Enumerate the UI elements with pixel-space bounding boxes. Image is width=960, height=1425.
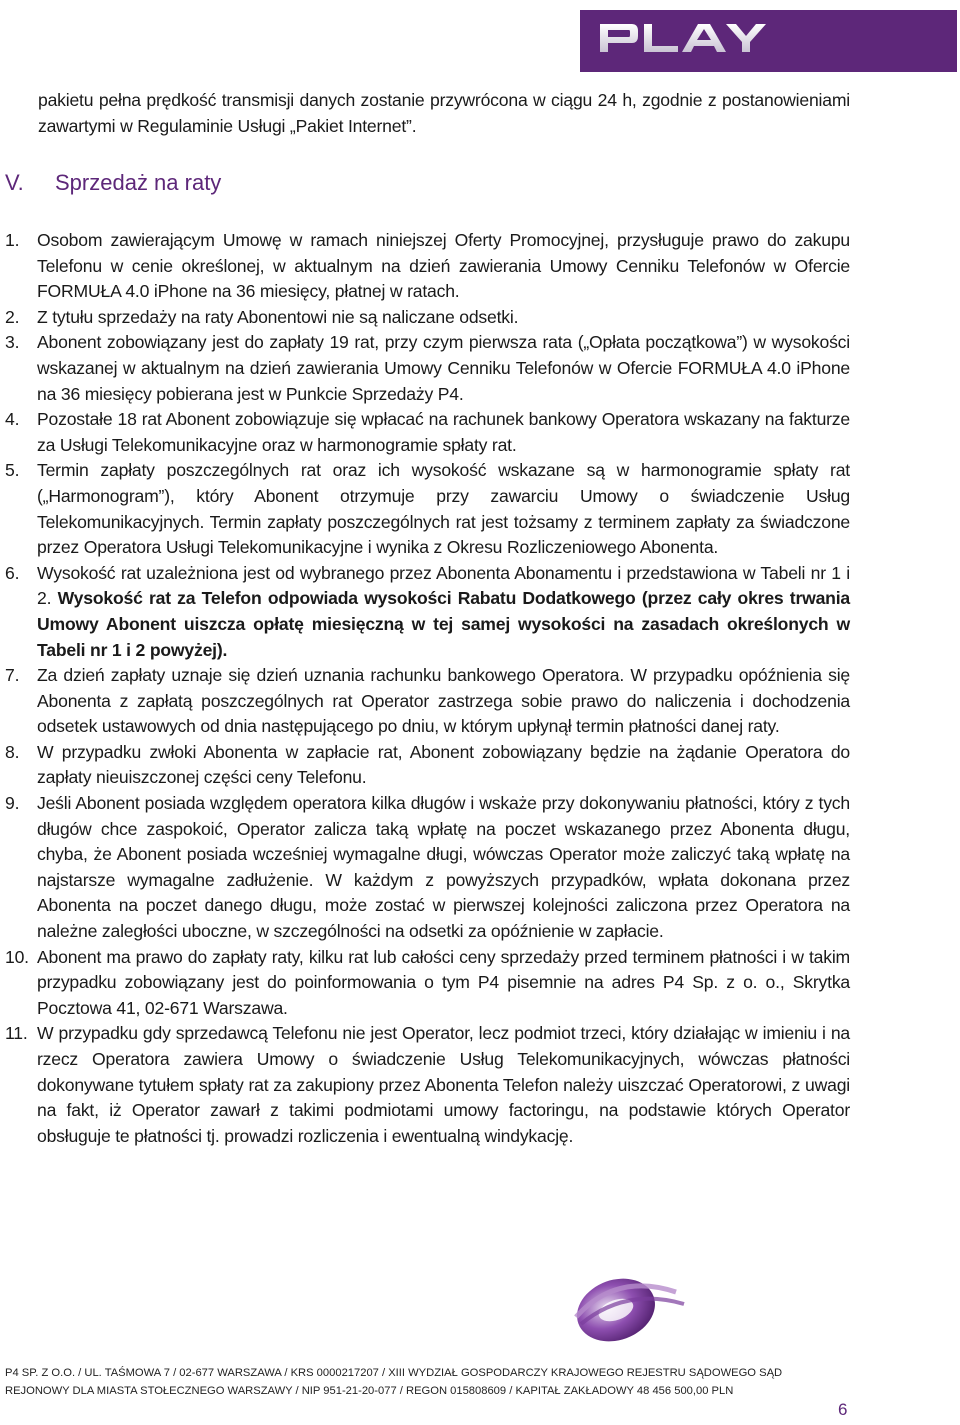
item-number: 6.: [5, 562, 20, 583]
lead-text: pakietu pełna prędkość transmisji danych zostanie przywrócona w ciągu 24 h, zgodnie z postanowieniami zawartymi w Regulaminie Usługi „Pakiet Internet”.: [38, 90, 850, 136]
item-number: 4.: [5, 409, 20, 430]
item-text: Z tytułu sprzedaży na raty Abonentowi nie są naliczane odsetki.: [37, 306, 519, 327]
lead-paragraph: [0, 88, 850, 139]
item-text: W przypadku gdy sprzedawcą Telefonu nie jest Operator, lecz podmiot trzeci, który działając w imieniu i na rzecz Operatora zawiera Umowy o świadczenie Usług Telekomunikacyjnych, wówczas płatności dokonywane tytułem spłaty rat za zakupiony przez Abonenta Telefon należy uiszczać Operatorowi, z uwagi na fakt, iż Operator zawarł z takimi podmiotami umowy factoringu, na podstawie których Operator obsługuje te płatności tj. prowadzi rozliczenia i ewentualną windykację.: [37, 1023, 850, 1146]
play-orb-icon: [556, 1262, 696, 1352]
list-item: [0, 791, 850, 945]
item-text: Pozostałe 18 rat Abonent zobowiązuje się wpłacać na rachunek bankowy Operatora wskazany na fakturze za Usługi Telekomunikacyjne oraz w harmonogramie spłaty rat.: [37, 409, 850, 455]
section-number: V.: [5, 170, 24, 195]
footer: [5, 1364, 955, 1400]
list-item: [0, 740, 850, 791]
footer-line-1: P4 SP. Z O.O. / UL. TAŚMOWA 7 / 02-677 WARSZAWA / KRS 0000217207 / XIII WYDZIAŁ GOSPODARCZY KRAJOWEGO REJESTRU SĄDOWEGO SĄD: [5, 1367, 783, 1379]
item-number: 2.: [5, 306, 20, 327]
item-number: 1.: [5, 230, 20, 250]
item-text: Abonent ma prawo do zapłaty raty, kilku rat lub całości ceny sprzedaży przed terminem płatności i w takim przypadku zobowiązany jest do poinformowania o tym P4 pisemnie na adres P4 Sp. z o. o., Skrytka Pocztowa 41, 02-671 Warszawa.: [37, 946, 850, 1018]
list-item: [0, 330, 850, 407]
item-bold-text: Wysokość rat za Telefon odpowiada wysokości Rabatu Dodatkowego (przez cały okres trwania Umowy Abonent uiszcza opłatę miesięczną w tej samej wysokości na zasadach określonych w Tabeli nr 1 i 2 powyżej).: [37, 588, 850, 660]
item-number: 9.: [5, 793, 20, 814]
item-text: Abonent zobowiązany jest do zapłaty 19 rat, przy czym pierwsza rata („Opłata początkowa”) w wysokości wskazanej w aktualnym na dzień zawierania Umowy Cenniku Telefonów w Ofercie FORMUŁA 4.0 iPhone na 36 miesięcy pobierana jest w Punkcie Sprzedaży P4.: [37, 332, 850, 404]
list-item: [0, 945, 850, 1022]
item-number: 11.: [5, 1023, 28, 1044]
list-item: [0, 305, 850, 331]
section-title: Sprzedaż na raty: [55, 170, 222, 195]
list-item: [0, 1021, 850, 1149]
play-logo: [580, 10, 957, 72]
list-item: [0, 663, 850, 740]
section-heading: [5, 170, 221, 196]
item-text: Za dzień zapłaty uznaje się dzień uznania rachunku bankowego Operatora. W przypadku opóźnienia się Abonenta z zapłatą poszczególnych rat Operator zastrzega sobie prawo do naliczenia i dochodzenia odsetek ustawowych od dnia następującego po dniu, w którym upłynął termin płatności danej raty.: [37, 665, 850, 737]
item-number: 8.: [5, 741, 20, 762]
page-number: 6: [838, 1400, 848, 1419]
item-number: 3.: [5, 332, 20, 353]
item-text: Jeśli Abonent posiada względem operatora kilka długów i wskaże przy dokonywaniu płatności, który z tych długów chce zaspokoić, Operator zalicza taką wpłatę na poczet wskazanego przez Abonenta długu, chyba, że Abonent posiada wcześniej wymagalne długi, wówczas Operator może zaliczyć taką wpłatę na najstarsze wymagalne zadłużenie. W każdym z powyższych przypadków, wpłata dokonana przez Abonenta na poczet danego długu, może zostać w pierwszej kolejności zaliczona przez Operatora na należne zaległości uboczne, w szczególności na odsetki za opóźnienie w zapłacie.: [37, 793, 850, 942]
list-item: [0, 561, 850, 663]
item-number: 5.: [5, 460, 20, 481]
item-text: Osobom zawierającym Umowę w ramach niniejszej Oferty Promocyjnej, przysługuje prawo do zakupu Telefonu w cenie określonej, w aktualnym na dzień zawierania Umowy Cenniku Telefonów w Ofercie FORMUŁA 4.0 iPhone na 36 miesięcy, płatnej w ratach.: [37, 230, 850, 302]
item-number: 10.: [5, 946, 29, 967]
list-item: [0, 228, 850, 305]
list-item: [0, 458, 850, 560]
list-item: [0, 407, 850, 458]
item-number: 7.: [5, 665, 20, 686]
play-logo-icon: [598, 20, 778, 60]
item-text: W przypadku zwłoki Abonenta w zapłacie rat, Abonent zobowiązany będzie na żądanie Operatora do zapłaty nieuiszczonej części ceny Telefonu.: [37, 741, 850, 788]
installment-rules-list: [0, 228, 850, 1149]
item-text: Termin zapłaty poszczególnych rat oraz ich wysokość wskazane są w harmonogramie spłaty rat („Harmonogram”), który Abonent otrzymuje przy zawarciu Umowy o świadczenie Usług Telekomunikacyjnych. Termin zapłaty poszczególnych rat jest tożsamy z terminem zapłaty za świadczone przez Operatora Usługi Telekomunikacyjne i wynika z Okresu Rozliczeniowego Abonenta.: [37, 460, 850, 558]
item-text: Wysokość rat uzależniona jest od wybranego przez Abonenta Abonamentu i przedstawiona w Tabeli nr 1 i 2.: [37, 562, 850, 609]
footer-line-2: REJONOWY DLA MIASTA STOŁECZNEGO WARSZAWY / NIP 951-21-20-077 / REGON 015808609 / KAPITAŁ ZAKŁADOWY 48 456 500,00 PLN: [5, 1385, 734, 1397]
